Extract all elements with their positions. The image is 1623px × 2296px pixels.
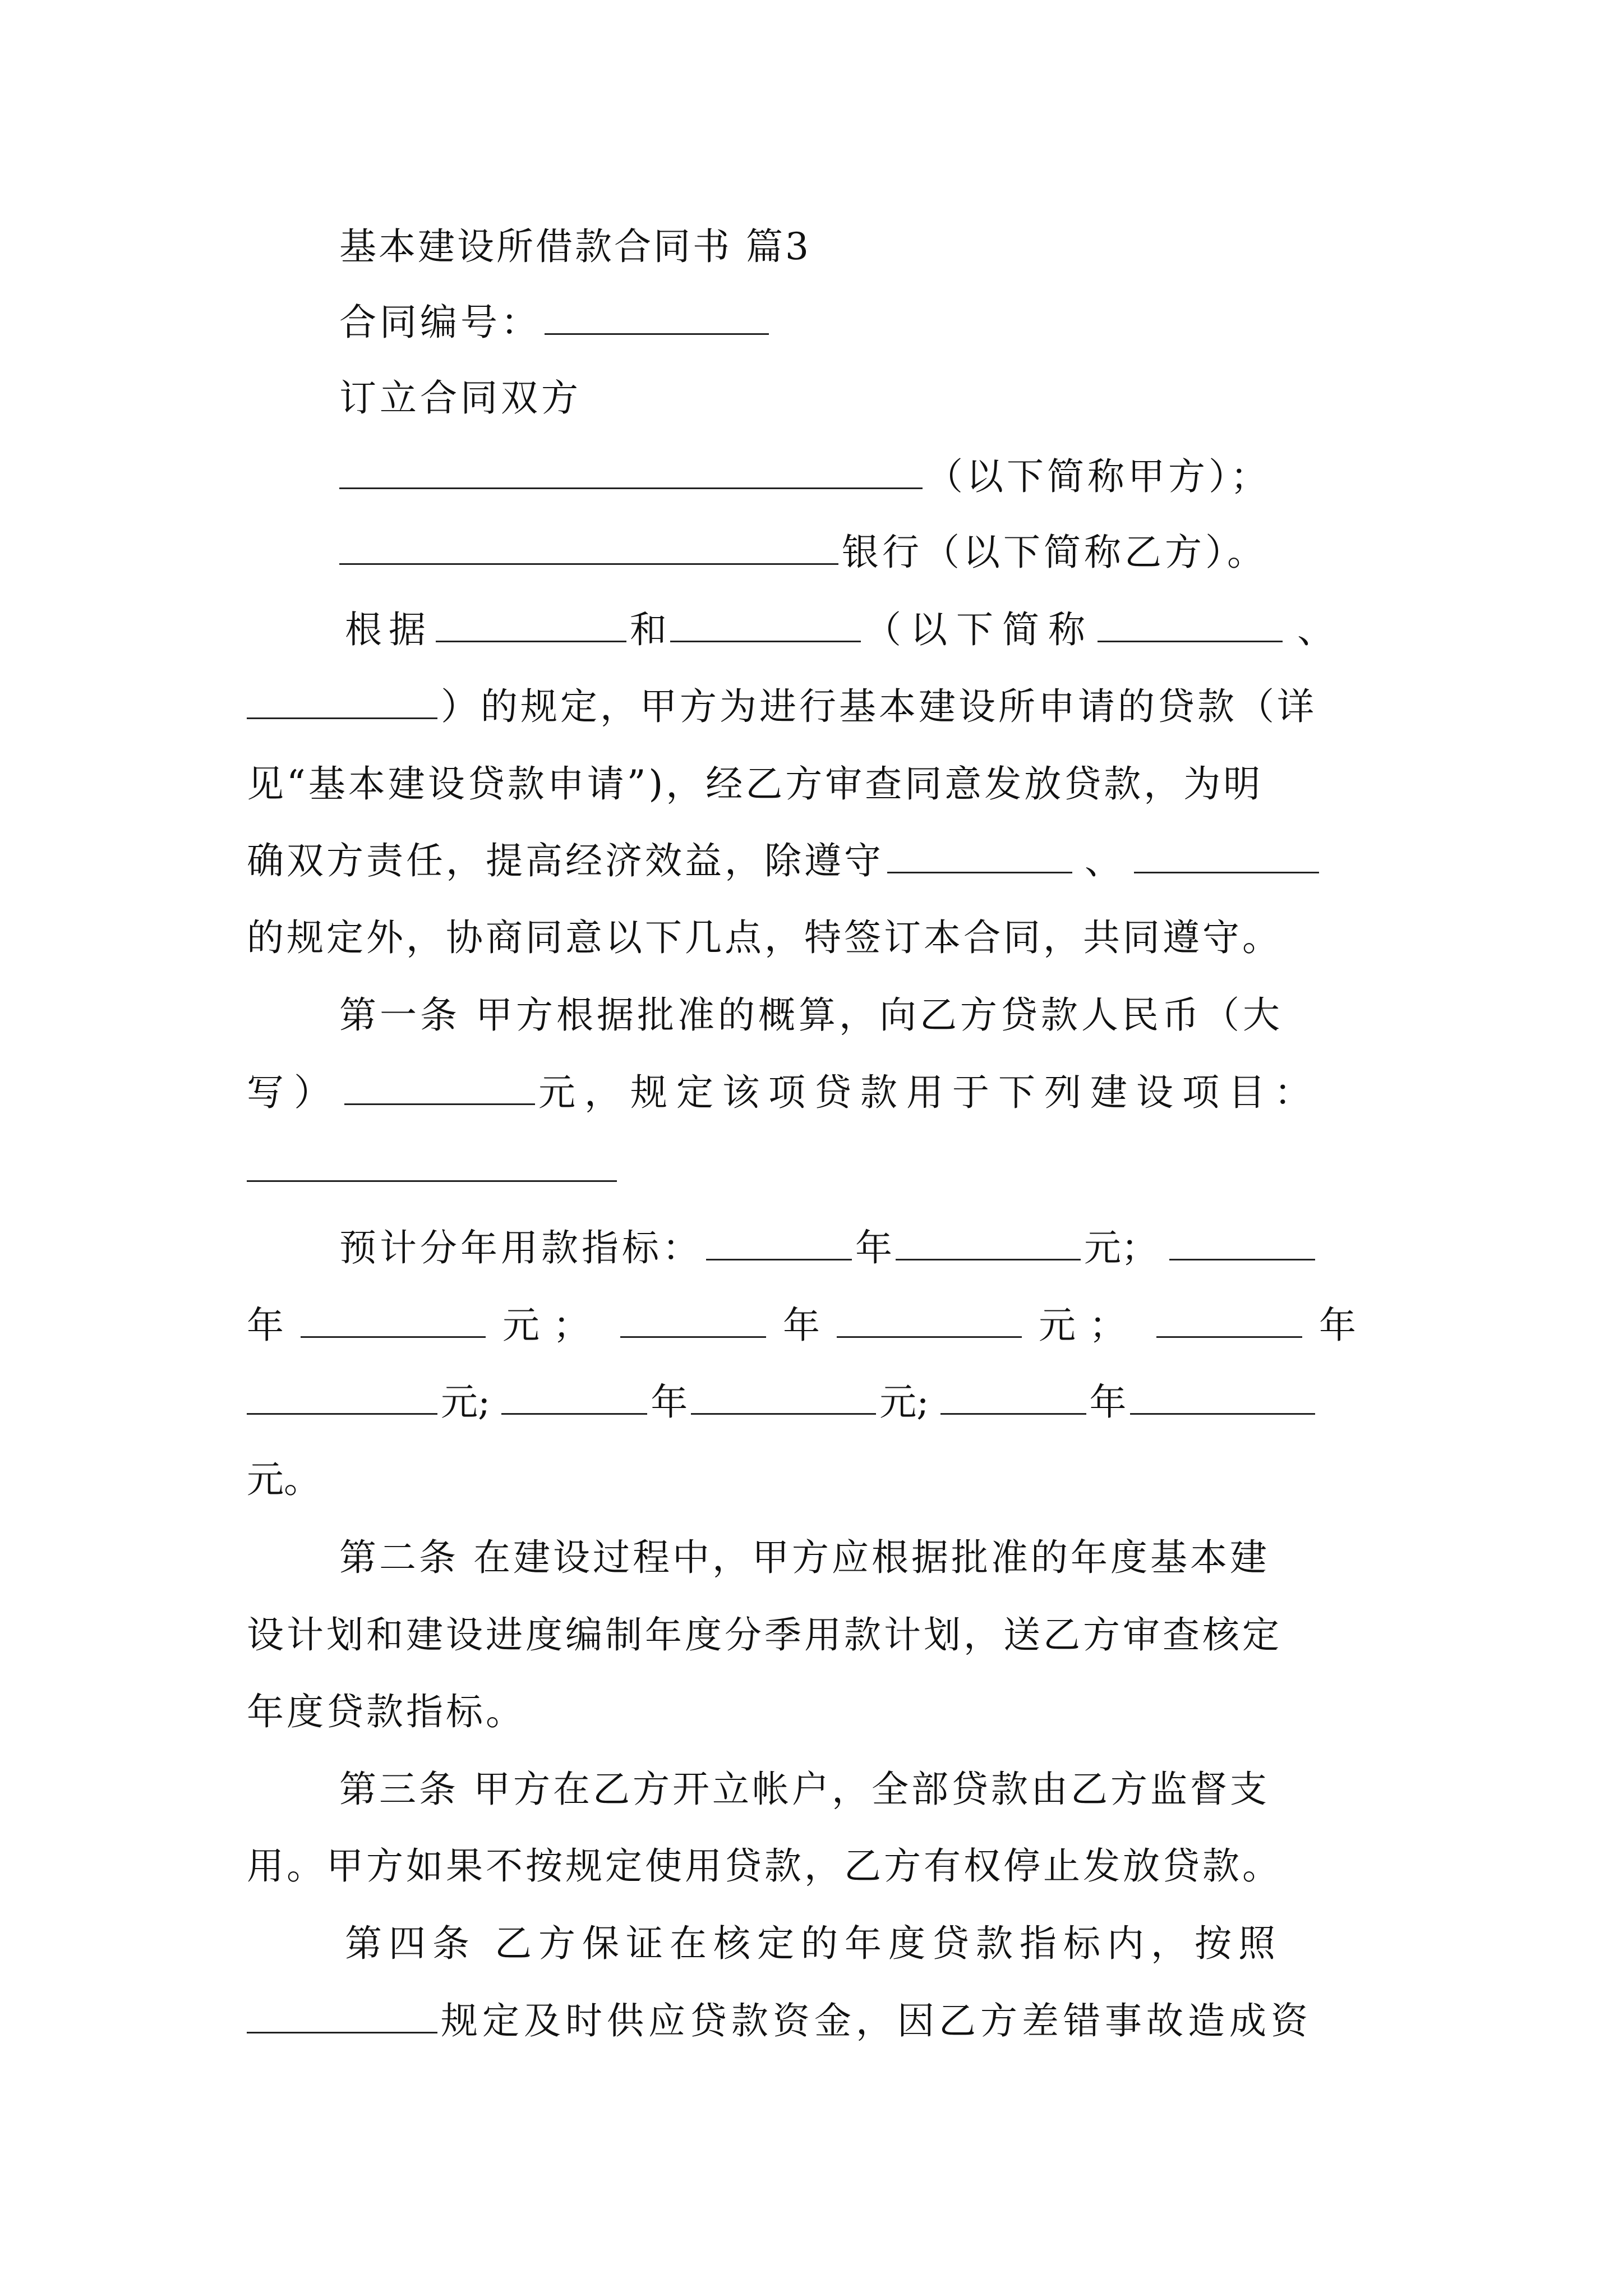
article1-text: 元，规定该项贷款用于下列建设项目： [538,1071,1320,1114]
article1-text: 写） [247,1071,341,1114]
party-a-blank [339,452,923,489]
article1-text: 第一条 甲方根据批准的概算，向乙方贷款人民币（大 [339,993,1283,1037]
basis-text: 和 [630,608,667,651]
schedule-yuan-end: 元。 [247,1458,321,1501]
basis-blank-5 [887,836,1072,873]
basis-text: （以下简称 [864,608,1094,651]
basis-blank-2 [670,605,861,642]
basis-blank-1 [436,605,626,642]
document-title: 基本建设所借款合同书 篇3 [339,225,811,268]
article3-line-2 [0,1835,1623,1897]
basis-blank-6 [1134,836,1319,873]
schedule-year-blank [1169,1223,1315,1260]
schedule-year: 年 [1089,1381,1127,1424]
article2-line-3 [0,1681,1623,1743]
schedule-amount-blank [301,1300,486,1338]
basis-blank-3 [1098,605,1283,642]
basis-line-1 [0,599,1623,661]
schedule-year: 年 [783,1304,820,1347]
article3-text: 第三条 甲方在乙方开立帐户，全部贷款由乙方监督支 [339,1768,1270,1811]
schedule-amount-blank [247,1377,437,1415]
party-a-line [0,446,1623,508]
schedule-year-blank [940,1377,1086,1415]
schedule-amount-blank [896,1223,1081,1260]
parties-heading-line [0,367,1623,429]
schedule-amount-blank [691,1377,876,1415]
article4-text: 第四条 乙方保证在核定的年度贷款指标内，按照 [345,1922,1282,1965]
basis-text: 见“基本建设贷款申请”)，经乙方审查同意发放贷款，为明 [247,762,1264,806]
article1-line-2 [0,1062,1623,1124]
schedule-line-3 [0,1372,1623,1433]
basis-text: 根据 [345,608,432,651]
party-b-suffix: 银行（以下简称乙方）。 [842,531,1267,574]
loan-amount-blank [344,1068,535,1105]
party-b-line [0,522,1623,583]
party-b-blank [339,527,838,565]
contract-number-blank [545,297,769,335]
basis-line-3 [0,753,1623,815]
basis-text: 、 [1085,839,1122,882]
schedule-yuan: 元； [1039,1304,1140,1347]
schedule-year: 年 [247,1304,284,1347]
schedule-year-blank [501,1377,647,1415]
schedule-yuan: 元; [879,1381,929,1424]
basis-text: 、 [1297,608,1334,651]
article4-text: 规定及时供应贷款资金，因乙方差错事故造成资 [441,1999,1312,2042]
article2-text: 年度贷款指标。 [247,1690,525,1733]
basis-line-2 [0,676,1623,738]
party-a-suffix: （以下简称甲方）； [926,455,1271,498]
schedule-line-1 [0,1217,1623,1279]
basis-blank-4 [247,682,437,719]
article1-line-1 [0,984,1623,1046]
basis-text: 确双方责任，提高经济效益，除遵守 [247,839,884,882]
schedule-year: 年 [651,1381,688,1424]
schedule-line-2 [0,1295,1623,1356]
schedule-year-blank [706,1223,852,1260]
article3-text: 用。甲方如果不按规定使用贷款，乙方有权停止发放贷款。 [247,1844,1282,1888]
project-blank-line [0,1139,1623,1200]
schedule-year: 年 [1319,1304,1356,1347]
schedule-year-blank [1156,1300,1302,1338]
schedule-line-4 [0,1449,1623,1511]
schedule-year: 年 [855,1226,892,1269]
document-title-line [0,216,1623,278]
schedule-amount-blank [1130,1377,1315,1415]
article2-text: 设计划和建设进度编制年度分季用款计划，送乙方审查核定 [247,1613,1282,1657]
basis-text: ）的规定，甲方为进行基本建设所申请的贷款（详 [441,685,1317,728]
schedule-yuan: 元； [1084,1226,1158,1269]
schedule-amount-blank [837,1300,1022,1338]
contract-number-line [0,292,1623,353]
parties-heading: 订立合同双方 [339,376,582,420]
article4-line-1 [0,1913,1623,1975]
schedule-label: 预计分年用款指标： [339,1226,703,1269]
schedule-year-blank [620,1300,766,1338]
contract-number-label: 合同编号： [339,301,541,344]
schedule-yuan: 元； [502,1304,603,1347]
article2-line-2 [0,1604,1623,1666]
article4-line-2 [0,1990,1623,2052]
article4-blank [247,1996,437,2033]
article3-line-1 [0,1759,1623,1820]
basis-line-5 [0,907,1623,969]
project-blank [247,1144,617,1182]
article2-line-1 [0,1527,1623,1589]
article2-text: 第二条 在建设过程中，甲方应根据批准的年度基本建 [339,1536,1270,1579]
basis-text: 的规定外，协商同意以下几点，特签订本合同，共同遵守。 [247,916,1282,959]
basis-line-4 [0,830,1623,892]
schedule-yuan: 元; [441,1381,491,1424]
